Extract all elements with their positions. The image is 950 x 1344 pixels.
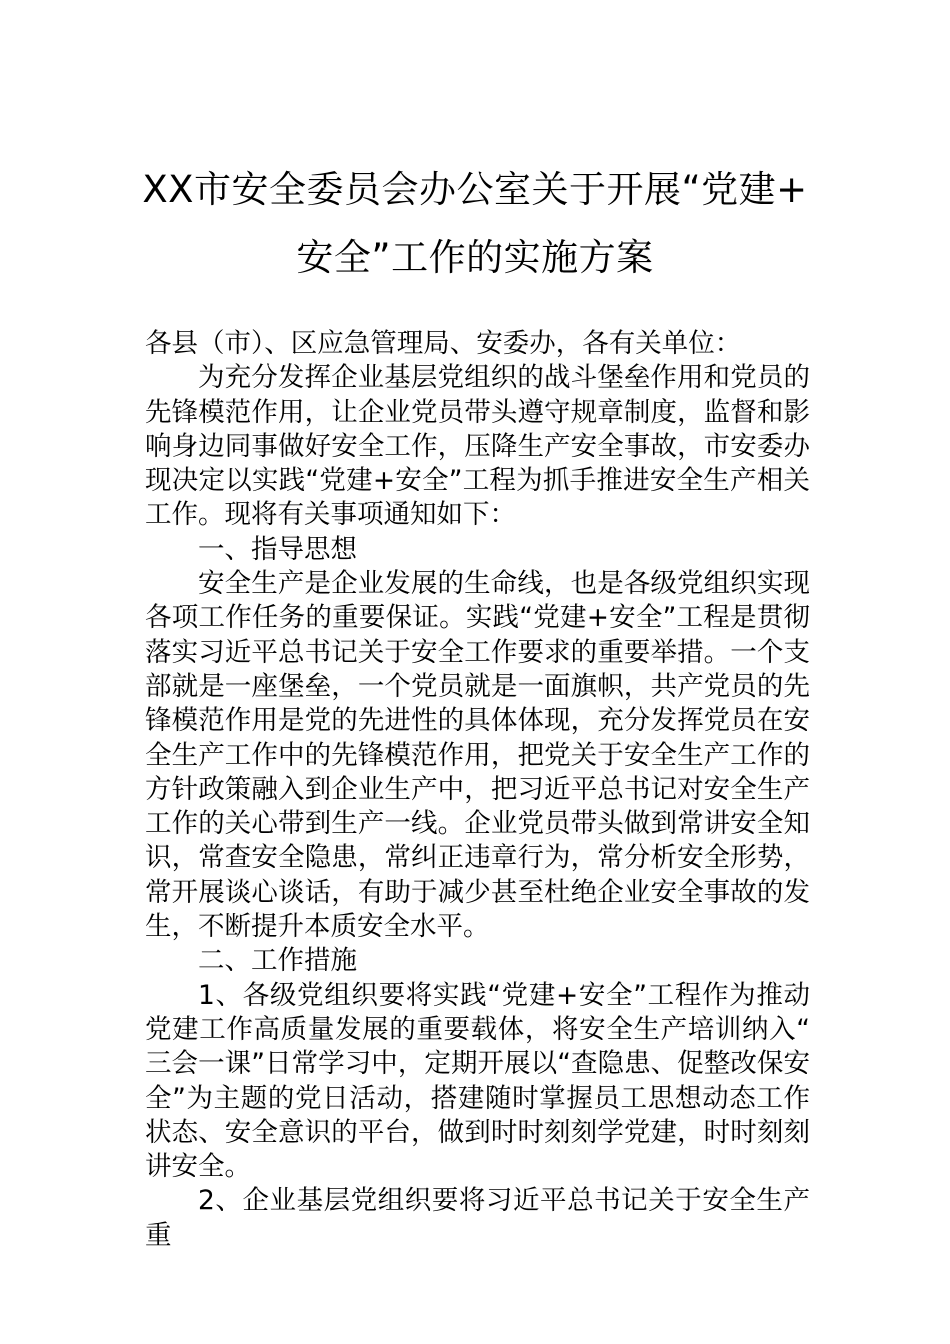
intro-paragraph: 为充分发挥企业基层党组织的战斗堡垒作用和党员的先锋模范作用，让企业党员带头遵守规章制度，监督和影响身边同事做好安全工作，压降生产安全事故，市安委办现决定以实践“党建+安全”工程为抓手推进安全生产相关工作。现将有关事项通知如下： [145,362,810,531]
document-body [145,327,810,1253]
document-title-line-2: 安全”工作的实施方案 [296,236,654,279]
section-heading-guiding-thought: 一、指导思想 [198,533,357,565]
measure-item-1: 1、各级党组织要将实践“党建+安全”工程作为推动党建工作高质量发展的重要载体，将安全生产培训纳入“三会一课”日常学习中，定期开展以“查隐患、促整改保安全”为主题的党日活动，搭建随时掌握员工思想动态工作状态、安全意识的平台，做到时时刻刻学党建，时时刻刻讲安全。 [145,979,810,1183]
section-paragraph-guiding-thought: 安全生产是企业发展的生命线，也是各级党组织实现各项工作任务的重要保证。实践“党建+安全”工程是贯彻落实习近平总书记关于安全工作要求的重要举措。一个支部就是一座堡垒，一个党员就是一面旗帜，共产党员的先锋模范作用是党的先进性的具体体现，充分发挥党员在安全生产工作中的先锋模范作用，把党关于安全生产工作的方针政策融入到企业生产中，把习近平总书记对安全生产工作的关心带到生产一线。企业党员带头做到常讲安全知识，常查安全隐患，常纠正违章行为，常分析安全形势，常开展谈心谈话，有助于减少甚至杜绝企业安全事故的发生，不断提升本质安全水平。 [145,568,810,943]
section-heading-work-measures: 二、工作措施 [198,945,357,977]
document-title-line-1: XX市安全委员会办公室关于开展“党建+ [142,168,808,211]
measure-item-2: 2、企业基层党组织要将习近平总书记关于安全生产重 [145,1185,810,1251]
salutation: 各县（市）、区应急管理局、安委办，各有关单位： [145,328,742,359]
